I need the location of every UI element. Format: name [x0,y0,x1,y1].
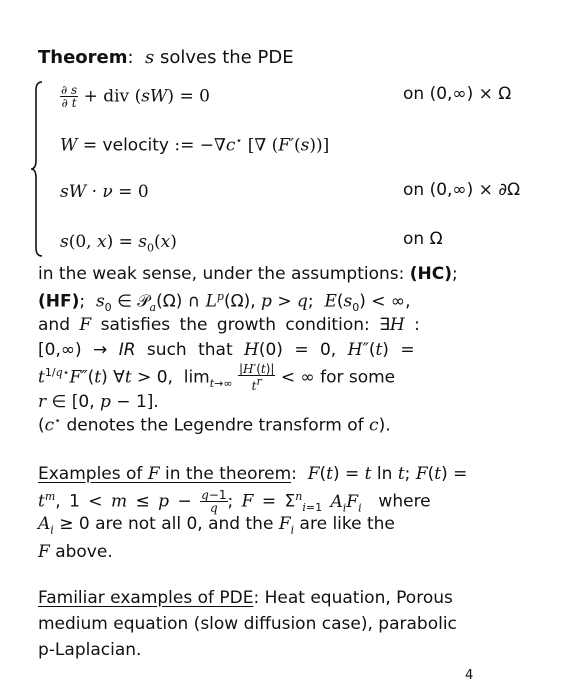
theorem-lead: s solves the PDE [145,47,294,68]
examples-F-line-1: Examples of F in the theorem: F(t) = t ln t; F(t) = [38,464,468,484]
examples-F-line-4: F above. [38,542,113,562]
equation-initial: s(0, $x) = s_0(x)$ [60,232,177,255]
equation-continuity-domain: on (0,∞) × Ω [403,84,512,104]
assumptions-line-1: in the weak sense, under the assumptions: (HC); [38,264,458,284]
examples-F-line-3: $A_i \ge 0$ are not all 0, and the $F_i$ are like the [38,514,395,537]
assumptions-line-2: (HF); $s_0$ ∈ 𝒫$_a$(Ω) ∩ $L^p(\Omega)$, p > q; $E(s_0)$ < ∞, [38,290,411,315]
theorem-label: Theorem [38,47,128,68]
equation-boundary: sW · ν = 0 [60,182,149,202]
examples-F-heading: Examples of F in the theorem [38,464,292,484]
system-brace [30,80,44,258]
equation-boundary-domain: on (0,∞) × ∂Ω [403,180,521,200]
examples-PDE-heading: Familiar examples of PDE [38,588,254,608]
examples-PDE-line-2: medium equation (slow diffusion case), parabolic [38,614,457,634]
examples-PDE-line-3: p-Laplacian. [38,640,142,660]
examples-F-line-2: $t^m$, 1 < m ≤ p − $\frac{q-1}{q}$ ; $F = \Sigma^n_{i=1}$ $A_iF_i$ where [38,488,431,515]
assumptions-line-4: [0,∞) → IR such that H(0) = 0, H″(t) = [38,340,415,360]
assumptions-line-3: and F satisfies the growth condition: ∃H : [38,315,420,335]
equation-continuity: $\frac{\partial s}{\partial t}$ + div (sW) = 0 [61,83,210,110]
assumptions-line-7: (c⋆ denotes the Legendre transform of c). [38,414,391,436]
page-number: 4 [465,668,474,683]
assumptions-line-5: $t^{1/q⋆}F''(t)$ ∀t > 0, $\lim_{t\to\infty}$ $\frac{|H'(t)|}{t^r}$ < ∞ for some [38,362,396,393]
equation-initial-domain: on Ω [403,229,443,249]
equation-velocity: W = velocity := −∇c⋆ [∇ (F′(s))] [60,134,330,156]
examples-PDE-line-1: Familiar examples of PDE: Heat equation, Porous [38,588,453,608]
theorem-heading: Theorem: s solves the PDE [38,47,294,68]
assumptions-line-6: r ∈ [0, p − 1]. [38,392,159,412]
